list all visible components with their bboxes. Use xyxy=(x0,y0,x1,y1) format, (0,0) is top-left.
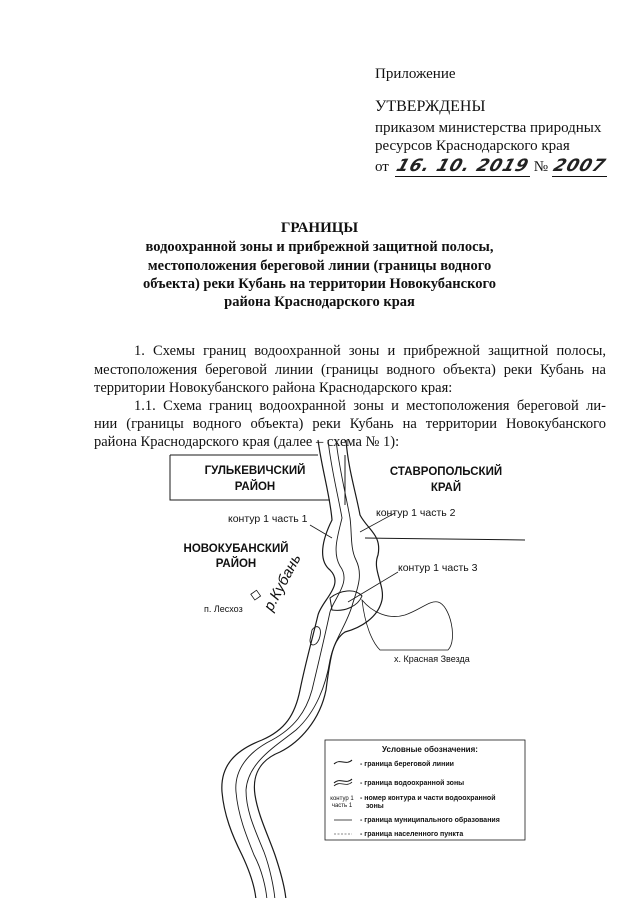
label-gulkevichi-2: РАЙОН xyxy=(234,481,276,493)
label-contour-1: контур 1 часть 1 xyxy=(228,513,308,525)
date-prefix: от xyxy=(375,159,389,175)
p1-line-3: территории Новокубанского района Краснодарского края: xyxy=(94,380,453,396)
doc-subtitle-4: района Краснодарского края xyxy=(224,294,415,310)
label-gulkevichi-1: ГУЛЬКЕВИЧСКИЙ xyxy=(204,465,306,477)
label-river-kuban: р.Кубань xyxy=(260,551,305,614)
label-stavropol-2: КРАЙ xyxy=(430,482,462,494)
order-line-2: ресурсов Краснодарского края xyxy=(375,138,570,154)
p2-line-1: 1.1. Схема границ водоохранной зоны и местоположения береговой ли- xyxy=(134,398,606,414)
legend-item-contour-2: зоны xyxy=(366,803,384,810)
doc-subtitle-3: объекта) реки Кубань на территории Новокубанского xyxy=(143,276,496,292)
p1-line-1: 1. Схемы границ водоохранной зоны и прибрежной защитной полосы, xyxy=(134,343,606,359)
legend-item-shoreline: - граница береговой линии xyxy=(360,761,454,768)
label-contour-2: контур 1 часть 2 xyxy=(376,507,456,519)
legend-item-contour-1: - номер контура и части водоохранной xyxy=(360,795,496,802)
doc-title: ГРАНИЦЫ xyxy=(280,220,359,236)
legend-item-municipal: - граница муниципального образования xyxy=(360,817,500,824)
approved-label: УТВЕРЖДЕНЫ xyxy=(375,98,486,115)
border-stavropol-bottom xyxy=(365,538,525,540)
legend-contour-sym-1: контур 1 xyxy=(330,796,354,802)
order-date-line xyxy=(375,156,607,177)
settlement-leskhoz-icon xyxy=(251,590,261,600)
settlement-boundary-krasnaya xyxy=(362,600,453,650)
appendix-label: Приложение xyxy=(375,66,456,82)
label-novokuban-1: НОВОКУБАНСКИЙ xyxy=(183,543,289,555)
label-stavropol-1: СТАВРОПОЛЬСКИЙ xyxy=(389,466,503,478)
label-contour-3: контур 1 часть 3 xyxy=(398,562,478,574)
p1-line-2: местоположения береговой линии (границы водного объекта) реки Кубань на xyxy=(94,362,606,378)
doc-subtitle-1: водоохранной зоны и прибрежной защитной полосы, xyxy=(145,239,494,255)
border-gulkevichi xyxy=(170,455,330,500)
legend-item-settlement: - граница населенного пункта xyxy=(360,831,464,838)
label-novokuban-2: РАЙОН xyxy=(215,558,257,570)
label-settlement-krasnaya: х. Красная Звезда xyxy=(394,654,470,664)
legend-item-water-zone: - граница водоохранной зоны xyxy=(360,780,465,787)
legend-contour-sym-2: часть 1 xyxy=(331,803,353,809)
leader-contour-3 xyxy=(348,572,398,602)
legend-title: Условные обозначения: xyxy=(382,745,478,754)
date-field xyxy=(395,156,530,177)
handwritten-date: 16. 10. 2019 xyxy=(393,156,532,176)
doc-subtitle-2: местоположения береговой линии (границы водного xyxy=(147,258,492,274)
number-field xyxy=(552,156,607,177)
p2-line-3: района Краснодарского края (далее – схема № 1): xyxy=(94,434,400,450)
order-line-1: приказом министерства природных xyxy=(375,120,602,136)
water-zone-left xyxy=(222,440,335,898)
river-scheme-map xyxy=(160,438,540,898)
label-settlement-leskhoz: п. Лесхоз xyxy=(204,604,243,614)
number-sign: № xyxy=(533,159,549,175)
handwritten-number: 2007 xyxy=(550,156,609,176)
legend xyxy=(325,740,525,840)
p2-line-2: нии (границы водного объекта) реки Кубань на территории Новокубанского xyxy=(94,416,606,432)
legend-box xyxy=(325,740,525,840)
